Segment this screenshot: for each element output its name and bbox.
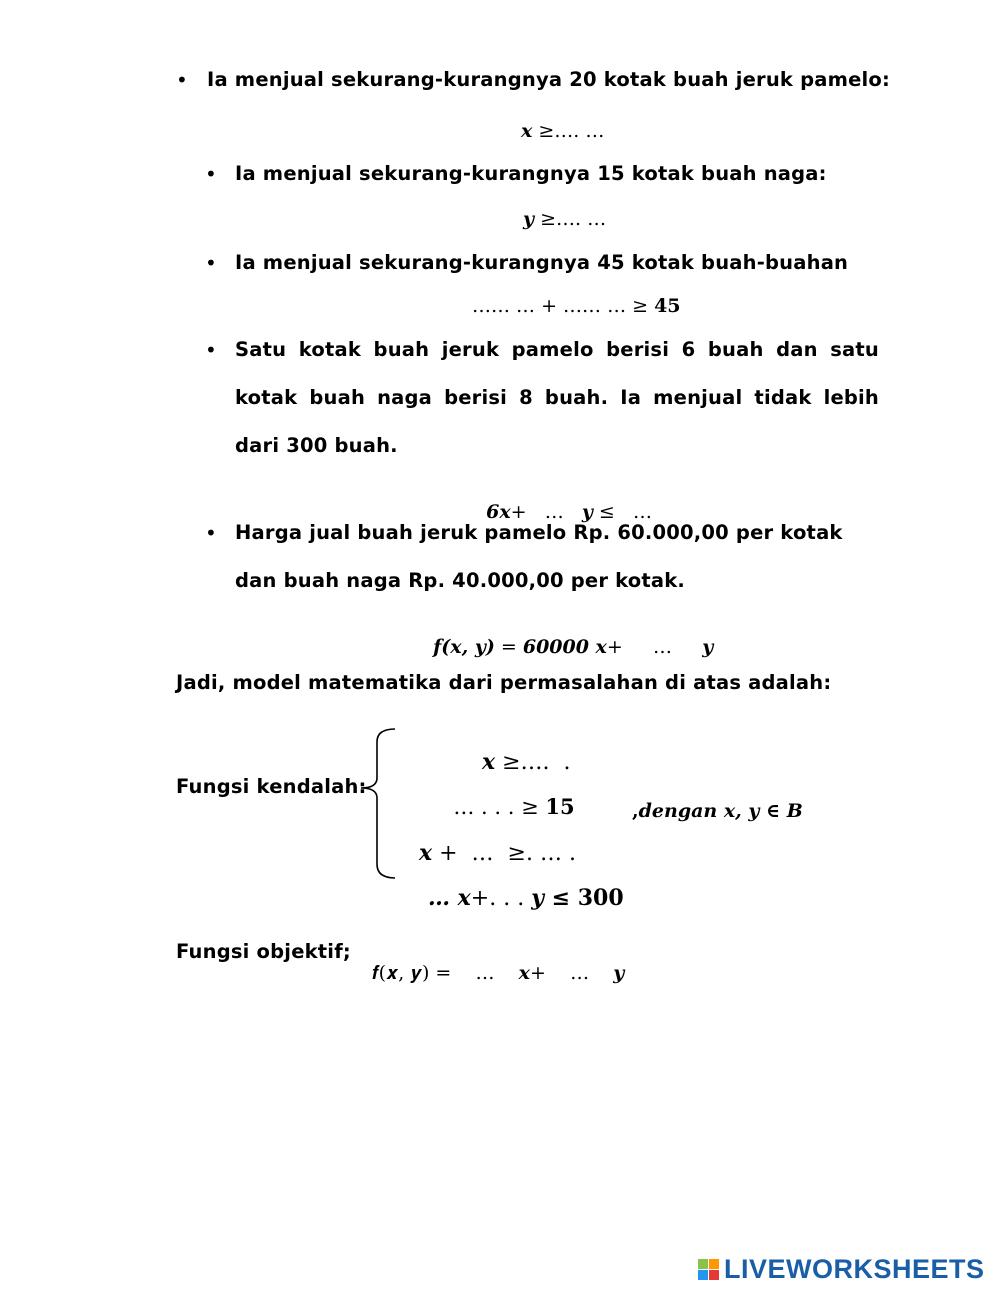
left-brace-icon [355,726,397,882]
domain-note: ,𝒅𝒆𝒏𝒈𝒂𝒏 𝒙, 𝒚 ∈ 𝑩 [632,800,803,822]
bullet-dot: • [205,251,217,275]
constraint-label: Fungsi kendalah: [176,775,367,798]
item-3-equation: …… … + …… … ≥ 45 [472,295,681,317]
item-4-line-1: Satu kotak buah jeruk pamelo berisi 6 buah dan satu [235,338,879,361]
item-1-text: Ia menjual sekurang-kurangnya 20 kotak buah jeruk pamelo: [207,68,891,91]
bullet-dot: • [205,338,217,362]
constraint-2: … . . . ≥ 15 [453,794,575,819]
item-5-equation: 𝒇(𝒙, 𝒚) = 60000 𝒙+ … 𝒚 [433,636,714,658]
item-4-line-3: dari 300 buah. [235,434,398,457]
bullet-dot: • [205,521,217,545]
item-5-line-2: dan buah naga Rp. 40.000,00 per kotak. [235,569,686,592]
objective-equation: 𝒇(𝒙, 𝒚) = … 𝒙+ … 𝒚 [372,962,625,984]
item-3-text: Ia menjual sekurang-kurangnya 45 kotak buah-buahan [235,251,849,274]
liveworksheets-logo-icon [698,1259,720,1281]
item-1-equation: 𝒙 ≥…. … [521,120,605,142]
constraint-4: … 𝒙+. . . 𝒚 ≤ 300 [428,885,624,911]
item-5-line-1: Harga jual buah jeruk pamelo Rp. 60.000,00 per kotak [235,521,843,544]
constraint-3: 𝒙 + … ≥. … . [419,840,576,866]
item-2-equation: 𝒚 ≥…. … [523,208,607,230]
brand-name: LIVEWORKSHEETS [724,1254,985,1284]
item-4-equation: 6𝒙+ … 𝒚 ≤ … [486,501,652,523]
conclusion-text: Jadi, model matematika dari permasalahan di atas adalah: [176,671,832,694]
item-2-text: Ia menjual sekurang-kurangnya 15 kotak buah naga: [235,162,827,185]
bullet-dot: • [205,162,217,186]
constraint-1: 𝒙 ≥…. . [482,749,571,775]
objective-label: Fungsi objektif; [176,940,351,963]
item-4-line-2: kotak buah naga berisi 8 buah. Ia menjual tidak lebih [235,386,879,409]
bullet-dot: • [176,68,188,92]
